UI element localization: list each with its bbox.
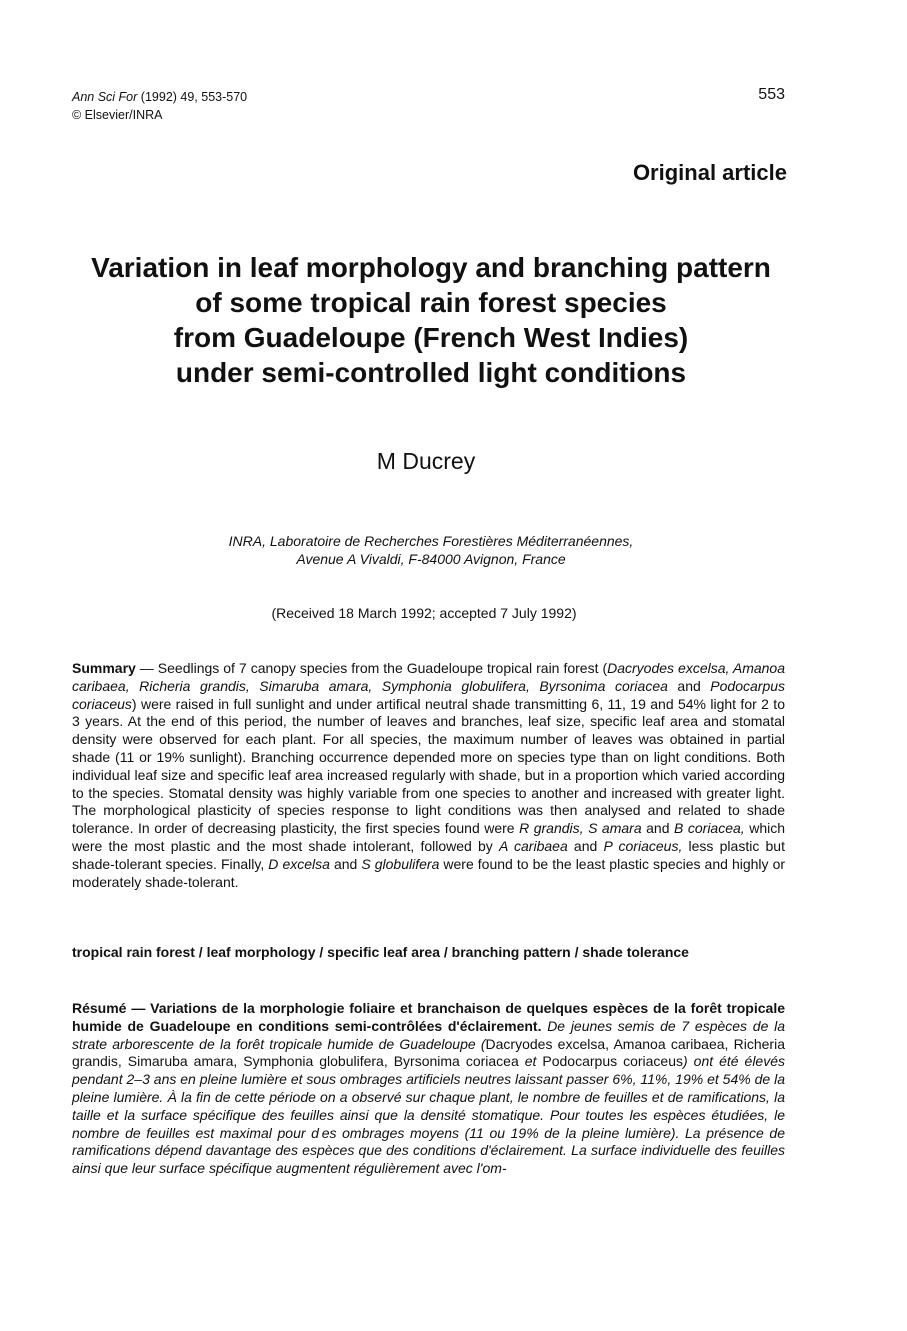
article-title [0, 250, 862, 390]
resume-heading: Résumé — Variations de la morphologie foliaire et branchaison de quelques espèces de la forêt tropicale humide de Guadeloupe en conditions semi-contrôlées d'éclairement. [72, 1000, 785, 1034]
received-dates: (Received 18 March 1992; accepted 7 July 1992) [271, 605, 577, 621]
summary-paragraph [72, 660, 785, 891]
affiliation-line: INRA, Laboratoire de Recherches Forestières Méditerranéennes, [228, 533, 634, 549]
copyright: © Elsevier/INRA [72, 108, 163, 122]
resume-paragraph [72, 1000, 785, 1178]
summary-text: and [567, 837, 604, 854]
resume-text: De jeunes semis de 7 espèces de la strate arborescente de la forêt tropicale humide de Guadeloupe ( [72, 1017, 785, 1052]
species-name: S globulifera [361, 855, 440, 872]
keywords: tropical rain forest / leaf morphology / specific leaf area / branching pattern / shade tolerance [72, 944, 689, 960]
summary-text: less plastic but shade-tolerant species. Finally, [72, 837, 785, 872]
summary-dash: — [135, 660, 158, 676]
journal-details: (1992) 49, 553-570 [140, 90, 248, 104]
species-name: Podocarpus coriaceus [72, 677, 786, 712]
species-name: D excelsa [268, 855, 330, 872]
species-names: Dacryodes excelsa, Amanoa caribaea, Richeria grandis, Simaruba amara, Symphonia globulifera, Byrsonima coriacea [72, 1035, 785, 1070]
title-line: from Guadeloupe (French West Indies) [173, 322, 689, 353]
summary-heading: Summary [72, 660, 136, 676]
journal-citation [72, 88, 247, 124]
summary-text: Seedlings of 7 canopy species from the Guadeloupe tropical rain forest ( [157, 660, 608, 676]
summary-text: which were the most plastic and the most shade intolerant, followed by [72, 820, 785, 854]
journal-abbrev: Ann Sci For [72, 90, 138, 104]
author: M Ducrey [376, 448, 476, 474]
species-name: A caribaea [499, 837, 568, 854]
affiliation [0, 532, 862, 568]
journal-line [72, 88, 247, 106]
article-type: Original article [632, 160, 787, 185]
title-line: Variation in leaf morphology and branching pattern [91, 252, 771, 283]
species-name: Podocarpus coriaceus [542, 1053, 684, 1070]
species-names: Dacryodes excelsa, Amanoa caribaea, Richeria grandis, Simaruba amara, Symphonia globulifera, Byrsonima coriacea [72, 660, 785, 694]
summary-text: and [329, 855, 362, 872]
species-name: R grandis, S amara [519, 820, 642, 837]
summary-text: ) were raised in full sunlight and under artifical neutral shade transmitting 6, 11, 19 and 54% light for 2 to 3 years. At the end of this period, the number of leaves and branches, leaf size, specific leaf area and stomatal density were observed for each plant. For all species, the maximum number of leaves was obtained in partial shade (11 or 19% sunlight). Branching occurrence depended more on species type than on light conditions. Both individual leaf size and specific leaf area increased regularly with shade, but in a proportion which varied according to the species. Stomatal density was highly variable from one species to another and increased with greater light. The morphological plasticity of species response to light conditions was then analysed and related to shade tolerance. In order of decreasing plasticity, the first species found were [72, 695, 785, 837]
resume-text: et [518, 1053, 543, 1070]
summary-text: and [667, 677, 711, 694]
summary-text: were found to be the least plastic species and highly or moderately shade-tolerant. [72, 855, 786, 890]
title-line: under semi-controlled light conditions [175, 357, 687, 388]
affiliation-line: Avenue A Vivaldi, F-84000 Avignon, France [296, 551, 566, 567]
page-number: 553 [758, 86, 785, 103]
resume-text: ) ont été élevés pendant 2–3 ans en pleine lumière et sous ombrages artificiels neutres laissant passer 6%, 11%, 19% et 54% de la pleine lumière. À la fin de cette période on a observé sur chaque plant, le nombre de feuilles et de ramifications, la taille et la surface spécifique des feuilles ainsi que la densité stomatique. Pour toutes les espèces étudiées, le nombre de feuilles est maximal pour d es ombrages moyens (11 ou 19% de la pleine lumière). La présence de ramifications dépend davantage des espèces que des conditions d'éclairement. La surface individuelle des feuilles ainsi que leur surface spécifique augmentent régulièrement avec l'om- [72, 1053, 786, 1177]
title-line: of some tropical rain forest species [195, 287, 667, 318]
summary-text: and [641, 820, 675, 837]
species-name: P coriaceus, [603, 837, 683, 854]
species-name: B coriacea, [674, 820, 745, 837]
